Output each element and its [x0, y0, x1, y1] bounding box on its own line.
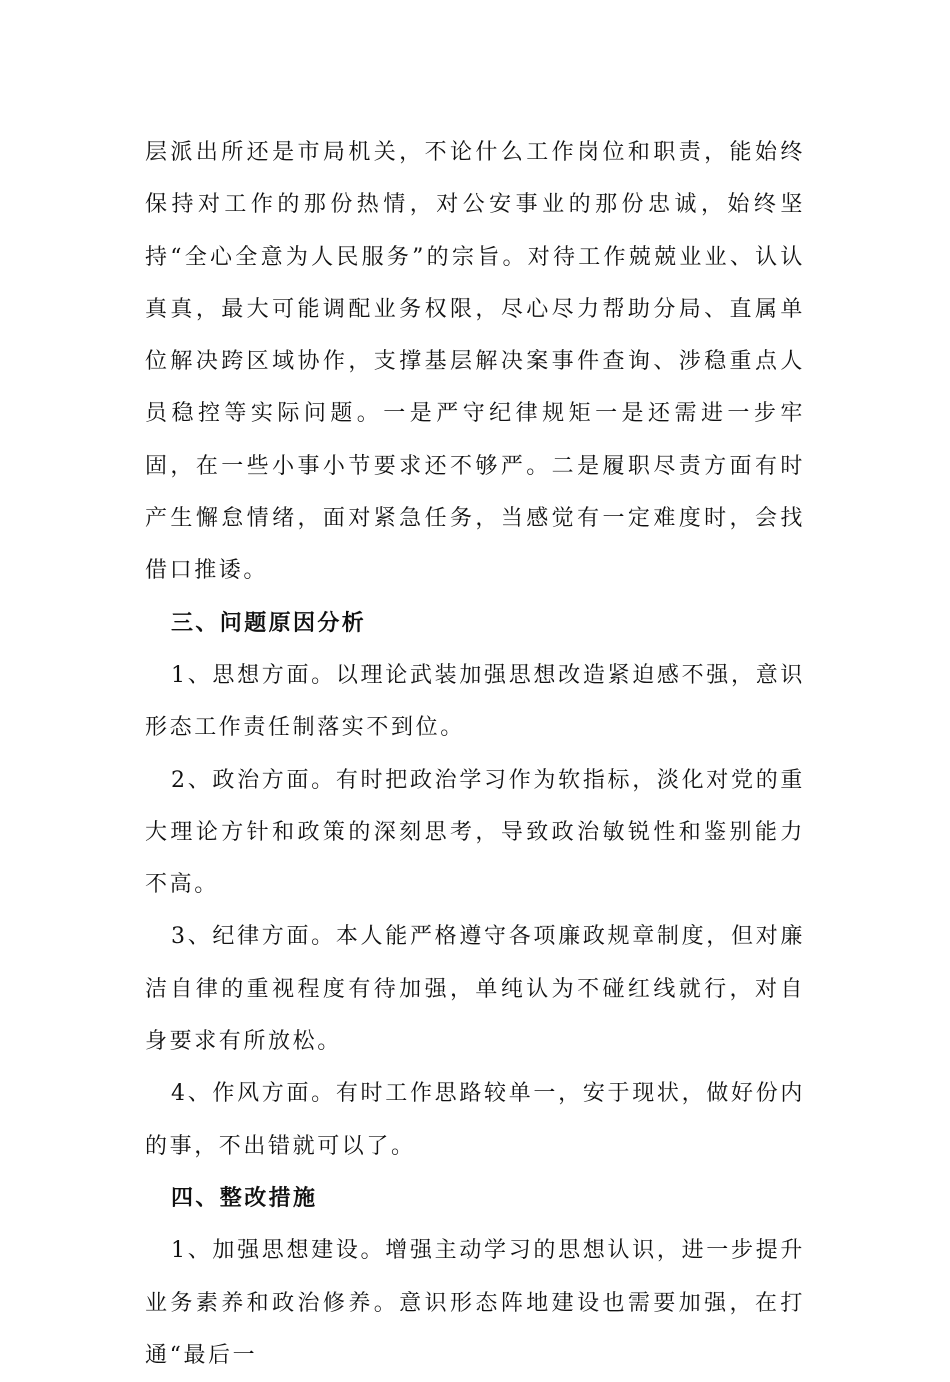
paragraph-continued: 层派出所还是市局机关，不论什么工作岗位和职责，能始终保持对工作的那份热情，对公安事业的那份忠诚，始终坚持“全心全意为人民服务”的宗旨。对待工作兢兢业业、认认真真，最大可能调配业务权限，尽心尽力帮助分局、直属单位解决跨区域协作，支撑基层解决案事件查询、涉稳重点人员稳控等实际问题。一是严守纪律规矩一是还需进一步牢固，在一些小事小节要求还不够严。二是履职尽责方面有时产生懈怠情绪，面对紧急任务，当感觉有一定难度时，会找借口推诿。 [145, 140, 805, 584]
paragraph-style: 4、作风方面。有时工作思路较单一，安于现状，做好份内的事，不出错就可以了。 [145, 1081, 805, 1159]
paragraph-ideology-building: 1、加强思想建设。增强主动学习的思想认识，进一步提升业务素养和政治修养。意识形态阵地建设也需要加强，在打通“最后一 [145, 1238, 805, 1368]
paragraph-politics: 2、政治方面。有时把政治学习作为软指标，淡化对党的重大理论方针和政策的深刻思考，导致政治敏锐性和鉴别能力不高。 [145, 767, 805, 898]
section-heading-rectification: 四、整改措施 [171, 1185, 318, 1211]
document-body [145, 127, 805, 1382]
section-heading-cause-analysis: 三、问题原因分析 [171, 610, 367, 636]
paragraph-discipline: 3、纪律方面。本人能严格遵守各项廉政规章制度，但对廉洁自律的重视程度有待加强，单纯认为不碰红线就行，对自身要求有所放松。 [145, 924, 805, 1055]
paragraph-thought: 1、思想方面。以理论武装加强思想改造紧迫感不强，意识形态工作责任制落实不到位。 [145, 662, 805, 741]
